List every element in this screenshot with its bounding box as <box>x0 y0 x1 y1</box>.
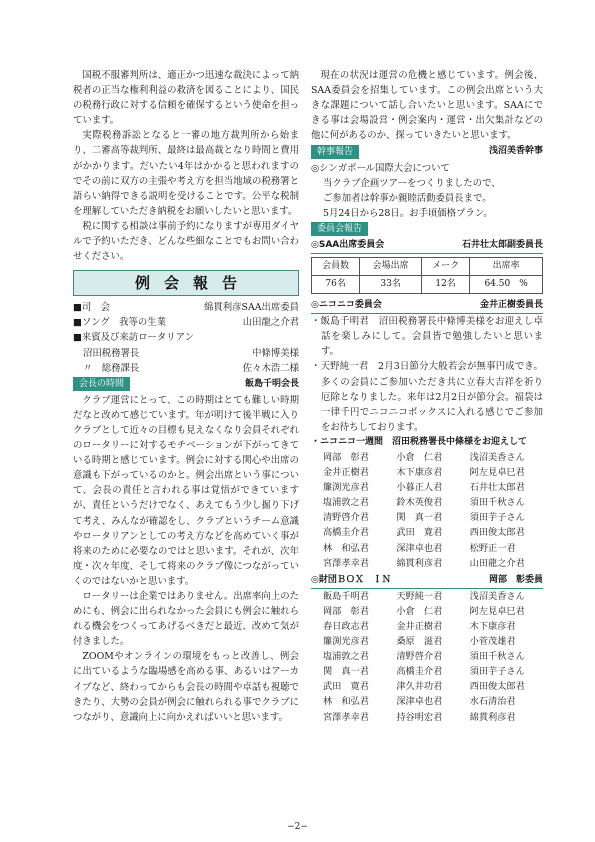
niconico-bullet: ・飯島千明君 沼田税務署長中條博美様をお迎えし卓話を楽しみにして。会員皆で勉強したいと思います。 <box>311 316 543 358</box>
committee-tag: 委員会報告 <box>311 222 368 236</box>
member-name: 簾渕光彦君 <box>323 636 369 648</box>
niconico-name: 金井正樹委員長 <box>479 300 543 311</box>
member-name: 武田 寛君 <box>323 681 369 693</box>
member-name: 須田芋子さん <box>469 512 525 524</box>
member-name: 綿貫利彦君 <box>396 557 443 569</box>
member-name: 塩浦敦之君 <box>323 651 369 663</box>
member-name: 木下康彦君 <box>469 621 516 632</box>
program-label: 〃 総務課長 <box>83 362 140 374</box>
attendance-table <box>311 257 543 294</box>
program-value: 佐々木浩二様 <box>242 362 299 374</box>
member-name: 武田 寛君 <box>396 527 443 539</box>
member-name: 春日政志君 <box>323 621 369 632</box>
box-name: 岡部 彰委員 <box>488 574 543 585</box>
left-column <box>73 68 299 725</box>
member-name: 津久井功君 <box>396 681 443 693</box>
member-name: 須田芋子さん <box>469 666 525 678</box>
member-name: 関 真一君 <box>396 512 443 524</box>
member-name: 林 和弘君 <box>323 696 369 708</box>
member-name: 深津卓也君 <box>396 542 443 554</box>
attendance-value-row <box>312 276 543 294</box>
member-name: 持谷明宏君 <box>396 711 443 723</box>
member-name: 木下康彦君 <box>396 467 443 479</box>
member-name: 岡部 彰君 <box>323 605 369 617</box>
member-name: 深津卓也君 <box>396 696 443 708</box>
attendance-header: 出席率 <box>470 258 543 276</box>
member-name: 高橋圭介君 <box>396 666 443 678</box>
attendance-header: メーク <box>421 258 469 276</box>
president-tag: 会長の時間 <box>73 377 130 391</box>
program-value: 中條博美様 <box>252 347 299 359</box>
program-row-guests <box>73 330 299 345</box>
saa-heading <box>311 238 543 254</box>
member-name: 小倉 仁君 <box>396 605 443 617</box>
member-name: 小菅茂雄君 <box>469 636 516 648</box>
committee-heading <box>311 222 543 236</box>
right-column <box>311 68 543 725</box>
member-name: 岡部 彰君 <box>323 451 369 463</box>
intro-paragraph-1: 国税不服審判所は、適正かつ迅速な裁決によって納税者の正当な権利利益の救済を図ることにより、国民の税務行政に対する信頼を確保するという使命を担っています。 <box>73 70 299 127</box>
member-name: 水石清治君 <box>469 696 516 708</box>
member-name: 高橋圭介君 <box>323 527 369 539</box>
secretary-tag: 幹事報告 <box>311 145 359 159</box>
attendance-value: 33名 <box>360 276 422 294</box>
member-name: 宮澤孝幸君 <box>323 711 369 723</box>
member-name: 天野純一君 <box>396 590 443 602</box>
program-value: 山田龍之介君 <box>242 317 299 329</box>
member-name: 塩浦敦之君 <box>323 497 369 509</box>
attendance-value: 12名 <box>421 276 469 294</box>
secretary-line: 5月24日から28日。お手頃価格プラン。 <box>323 207 493 219</box>
member-name: 浅沼美香さん <box>469 590 525 602</box>
member-name: 清野啓介君 <box>396 651 443 663</box>
secretary-line: ご参加者は幹事か親睦活動委員長まで。 <box>323 192 492 204</box>
member-name: 金井正樹君 <box>323 467 369 479</box>
box-name-list <box>311 589 543 725</box>
program-label: ■ソング 我等の生業 <box>73 317 167 329</box>
program-value: 綿貫利彦SAA出席委員 <box>204 302 299 314</box>
program-row-song <box>73 315 299 330</box>
program-label: ■来賓及び来訪ロータリアン <box>73 332 194 344</box>
niconico-week-title: ・ニコニコ一週間 沼田税務署長中條様をお迎えして <box>311 436 528 447</box>
box-heading <box>311 573 543 589</box>
member-name: 石井壮太郎君 <box>469 482 525 494</box>
niconico-bullet: ・天野純一君 2月3日節分大般若会が無事円成でき。多くの会員にご参加いただき共に立春大吉祥を祈り厄除となりました。来年は2月2日が節分会。福袋は一律千円でニコニコボックスに入れる感じでご参加をお待ちしております。 <box>311 361 543 433</box>
program-label: ■司 会 <box>73 302 110 314</box>
box-title: ◎財団ＢＯＸ ＩＮ <box>311 574 391 585</box>
member-name: 清野啓介君 <box>323 512 369 524</box>
saa-name: 石井壮太郎副委員長 <box>461 239 543 250</box>
president-paragraph-1: クラブ運営にとって、この時期はとても難しい時期だなと改めて感じています。年が明けて後半戦に入りクラブとして近々の目標も見えなくなり会員それぞれのロータリーに対するモチベーションが下がってきている時期と感じています。例会に対する関心や出席の意識も下がっているのかと。例会出席という事について、会長の責任と言われる事は覚悟ができていますが、責任というだけでなく、あえてもう少し掘り下げて考え、みんなが確認をし、クラブというチーム意識やロータリアンとしての考え方などを高めていく事が将来のために必要なのではと思います。それが、次年度・次々年度、そして将来のクラブ像につながっていくのではないかと思います。 <box>73 394 299 587</box>
member-name: 林 和弘君 <box>323 542 369 554</box>
member-name: 綿貫利彦君 <box>469 711 516 723</box>
attendance-value: 64.50 % <box>470 276 543 294</box>
niconico-name-list <box>311 450 543 571</box>
member-name: 関 真一君 <box>323 666 369 678</box>
intro-paragraph-2: 実際税務訴訟となると一審の地方裁判所から始まり、二審高等裁判所、最終は最高裁となり時間と費用がかかります。だいたい4年はかかると思われますのでその前に双方の主張や考え方を担当地域の税務署と語らい納得できる説明を受けることです。公平な税制を理解していただき納税をお願いしたいと思います。 <box>73 130 299 217</box>
secretary-line: 当クラブ企画ツアーをつくりましたので、 <box>323 177 501 189</box>
member-name: 須田千秋さん <box>469 497 525 509</box>
president-paragraph-3: ZOOMやオンラインの環境をもっと改善し、例会に出ているような臨場感を高める事、あるいはアーカイブなど、終わってからも会長の時間や卓話も視聴できたり、大勢の会員が例会に触れられる事でクラブにつながり、意識向上に向かえればいいと思います。 <box>73 651 299 723</box>
member-name: 金井正樹君 <box>396 621 443 632</box>
attendance-value: 76名 <box>312 276 360 294</box>
secretary-line: ◎シンガポール国際大会について <box>311 162 450 174</box>
saa-title: ◎SAA出席委員会 <box>311 239 385 250</box>
program-row-guest-1 <box>73 346 299 361</box>
attendance-header: 会員数 <box>312 258 360 276</box>
program-row-guest-2 <box>73 361 299 376</box>
intro-paragraph-3: 税に関する相談は事前予約になりますが専用ダイヤルで予約いただき、どんな些細なことでもお問い合わせください。 <box>73 220 299 263</box>
member-name: 阿左見卓巳君 <box>469 467 525 479</box>
meeting-report-banner: 例会報告 <box>73 270 299 296</box>
program-label: 沼田税務署長 <box>83 347 140 359</box>
member-name: 松野正一君 <box>469 542 516 554</box>
member-name: 浅沼美香さん <box>469 451 525 463</box>
member-name: 鈴木英俊君 <box>396 497 443 509</box>
member-name: 小倉 仁君 <box>396 451 443 463</box>
member-name: 西田俊太郎君 <box>469 681 525 693</box>
member-name: 小暮正人君 <box>396 482 443 494</box>
niconico-title: ◎ニコニコ委員会 <box>311 300 382 311</box>
president-heading <box>73 377 299 392</box>
member-name: 阿左見卓巳君 <box>469 605 525 617</box>
member-name: 西田俊太郎君 <box>469 527 525 539</box>
member-name: 桑原 滋君 <box>396 636 443 648</box>
page-number: −2− <box>287 822 308 832</box>
member-name: 飯島千明君 <box>323 590 369 602</box>
member-name: 山田龍之介君 <box>469 557 525 569</box>
member-name: 簾渕光彦君 <box>323 482 369 494</box>
member-name: 須田千秋さん <box>469 651 525 663</box>
president-paragraph-4: 現在の状況は運営の危機と感じています。例会後、SAA委員会を招集しています。この例会出席という大きな課題について話し合いたいと思います。SAAにできる事は会場設営・例会案内・運営・出欠集計などの他に何があるのか、探っていきたいと思います。 <box>311 70 543 142</box>
program-row-mc <box>73 300 299 315</box>
member-name: 宮澤孝幸君 <box>323 557 369 569</box>
attendance-header: 会場出席 <box>360 258 422 276</box>
niconico-heading <box>311 298 543 314</box>
president-name: 飯島千明会長 <box>244 378 299 389</box>
president-paragraph-2: ロータリーは企業ではありません。出席率向上のためにも、例会に出られなかった会員にも例会に触れられる機会をつくってあげるべきだと最近、改めて気が付きました。 <box>73 591 299 648</box>
secretary-heading <box>311 144 543 159</box>
secretary-name: 浅沼美香幹事 <box>488 146 543 157</box>
attendance-header-row <box>312 258 543 276</box>
